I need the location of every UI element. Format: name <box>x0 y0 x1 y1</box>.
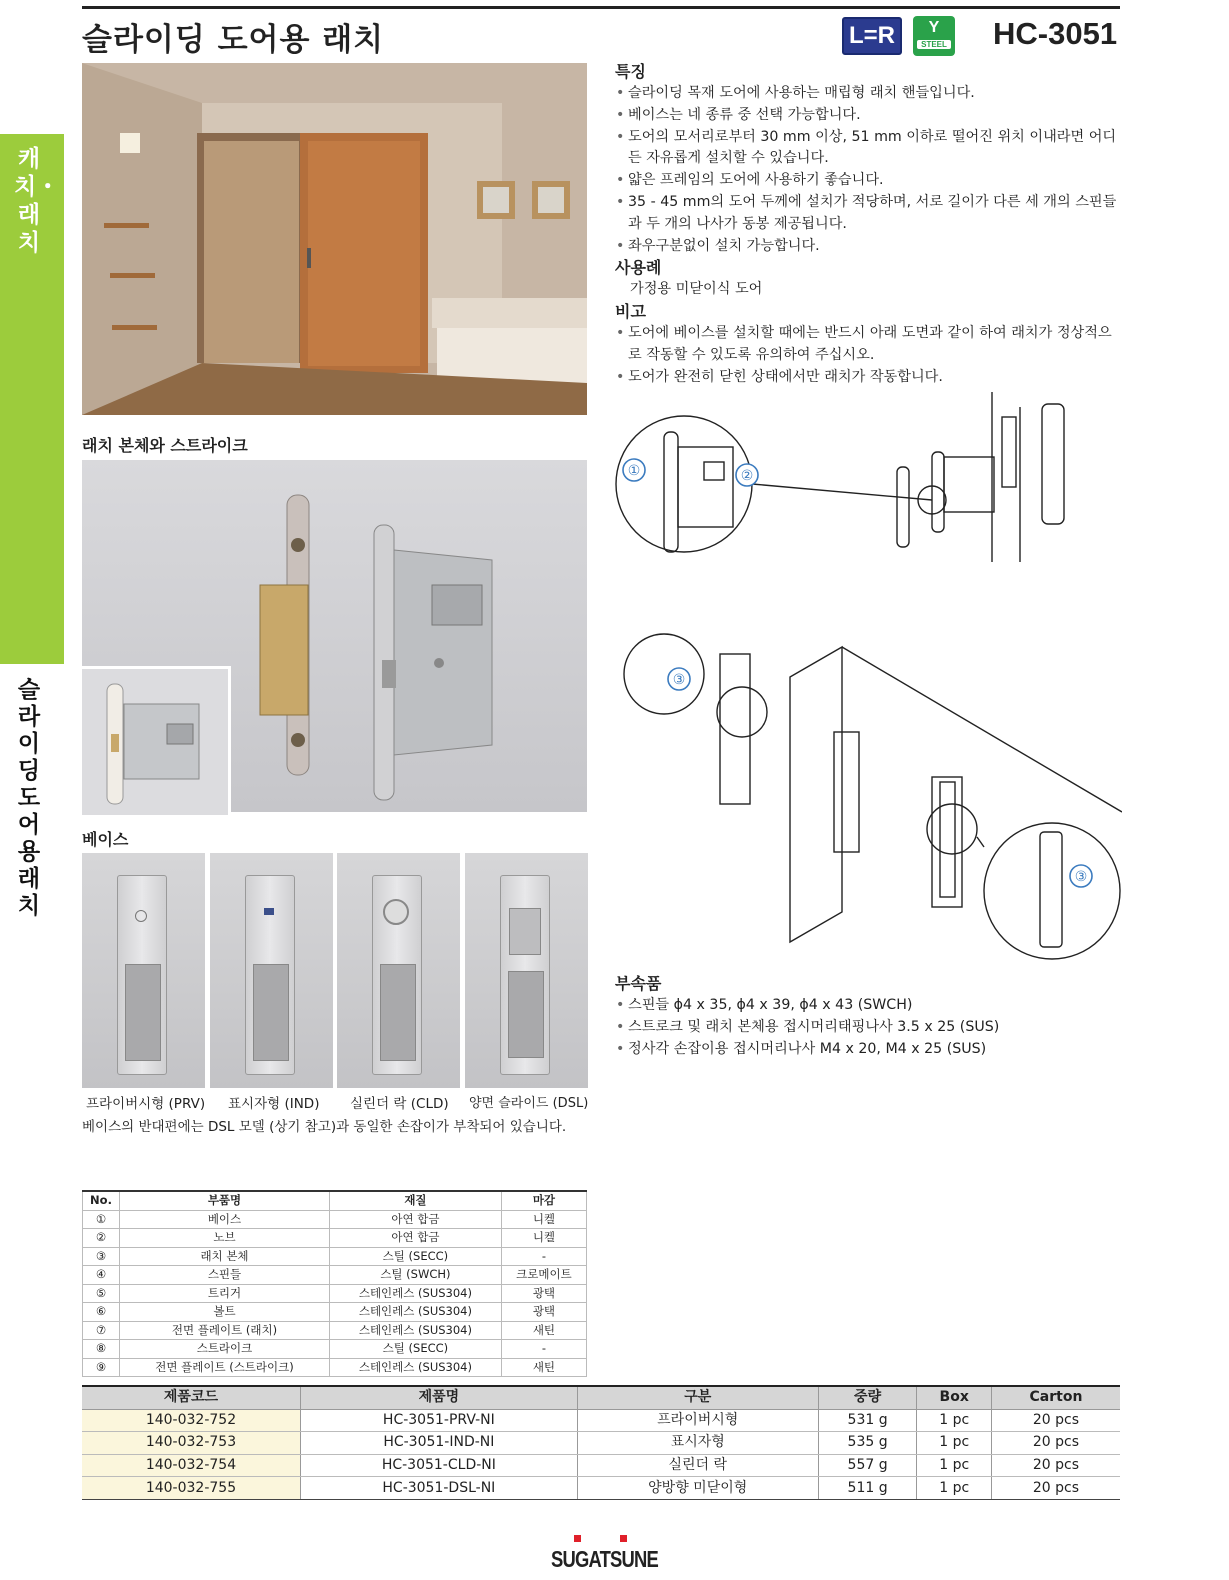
table-cell: 스트라이크 <box>120 1340 330 1359</box>
table-cell: 511 g <box>818 1477 917 1500</box>
remarks-list <box>615 323 1125 388</box>
base-label-cld: 실린더 락 (CLD) <box>350 1096 449 1112</box>
table-cell: 20 pcs <box>991 1432 1120 1455</box>
base-caption: 베이스 <box>82 830 129 849</box>
table-cell: ⑤ <box>83 1284 120 1303</box>
indicator-icon <box>264 908 274 915</box>
table-row <box>83 1229 587 1248</box>
table-cell: HC-3051-DSL-NI <box>300 1477 577 1500</box>
base-label-prv: 프라이버시형 (PRV) <box>86 1096 206 1112</box>
table-cell: 140-032-753 <box>82 1432 300 1455</box>
base-photo-cld <box>337 853 460 1088</box>
table-row <box>83 1340 587 1359</box>
base-photo-prv <box>82 853 205 1088</box>
table-cell: 니켈 <box>501 1229 586 1248</box>
feature-item: • 좌우구분없이 설치 가능합니다. <box>615 236 1125 258</box>
side-tab-category-label: 캐치・래치 <box>14 146 60 256</box>
feature-item: • 얇은 프레임의 도어에 사용하기 좋습니다. <box>615 170 1125 192</box>
table-row <box>82 1409 1120 1432</box>
table-row <box>83 1303 587 1322</box>
steel-icon: Y <box>928 19 940 36</box>
table-cell: 실린더 락 <box>577 1454 818 1477</box>
usage-text: 가정용 미닫이식 도어 <box>630 281 763 298</box>
latch-body-caption: 래치 본체와 스트라이크 <box>82 436 248 455</box>
accessories-list <box>615 995 1125 1060</box>
table-header: 재질 <box>330 1191 502 1210</box>
table-cell: 140-032-755 <box>82 1477 300 1500</box>
feature-item: • 슬라이딩 목재 도어에 사용하는 매립형 래치 핸들입니다. <box>615 83 1125 105</box>
model-number: HC-3051 <box>993 16 1118 51</box>
table-cell: ⑧ <box>83 1340 120 1359</box>
table-cell: 프라이버시형 <box>577 1409 818 1432</box>
table-header: Box <box>917 1386 991 1409</box>
brand-logo: SUGATSUNE <box>551 1546 658 1572</box>
base-label-ind: 표시자형 (IND) <box>228 1096 320 1112</box>
table-header: Carton <box>991 1386 1120 1409</box>
parts-table <box>82 1190 587 1377</box>
table-row <box>83 1358 587 1377</box>
cylinder-lock-icon <box>383 899 409 925</box>
table-cell: ⑦ <box>83 1321 120 1340</box>
base-label-dsl: 양면 슬라이드 (DSL) <box>469 1096 589 1111</box>
table-cell: 아연 합금 <box>330 1210 502 1229</box>
features-list <box>615 83 1125 257</box>
table-cell: 20 pcs <box>991 1477 1120 1500</box>
brand-dot-1 <box>574 1535 581 1542</box>
table-header: No. <box>83 1191 120 1210</box>
table-cell: 표시자형 <box>577 1432 818 1455</box>
usage-heading: 사용례 <box>615 258 662 278</box>
table-cell: - <box>501 1340 586 1359</box>
features-heading: 특징 <box>615 62 646 81</box>
table-row <box>82 1454 1120 1477</box>
latch-assembled-inset-photo <box>82 666 231 815</box>
table-cell: 새틴 <box>501 1321 586 1340</box>
table-row <box>82 1477 1120 1500</box>
table-row <box>83 1210 587 1229</box>
base-note: 베이스의 반대편에는 DSL 모델 (상기 참고)과 동일한 손잡이가 부착되어 있습니다. <box>82 1119 567 1135</box>
table-cell: ③ <box>83 1247 120 1266</box>
table-header: 제품코드 <box>82 1386 300 1409</box>
features-section <box>615 61 1125 389</box>
table-cell: 크로메이트 <box>501 1266 586 1285</box>
diagram-marker-1: ① <box>627 463 641 479</box>
table-cell: ④ <box>83 1266 120 1285</box>
table-cell: 노브 <box>120 1229 330 1248</box>
table-cell: 1 pc <box>917 1477 991 1500</box>
table-row <box>83 1321 587 1340</box>
table-cell: 1 pc <box>917 1454 991 1477</box>
table-cell: 스틸 (SWCH) <box>330 1266 502 1285</box>
feature-item: • 도어의 모서리로부터 30 mm 이상, 51 mm 이하로 떨어진 위치 이내라면 어디든 자유롭게 설치할 수 있습니다. <box>615 127 1125 171</box>
table-cell: 광택 <box>501 1303 586 1322</box>
table-cell: 20 pcs <box>991 1409 1120 1432</box>
table-cell: 아연 합금 <box>330 1229 502 1248</box>
table-cell: 1 pc <box>917 1409 991 1432</box>
table-cell: 새틴 <box>501 1358 586 1377</box>
base-photo-ind <box>210 853 333 1088</box>
table-row <box>83 1266 587 1285</box>
feature-item: • 베이스는 네 종류 중 선택 가능합니다. <box>615 105 1125 127</box>
table-cell: 1 pc <box>917 1432 991 1455</box>
table-cell: HC-3051-IND-NI <box>300 1432 577 1455</box>
table-cell: ① <box>83 1210 120 1229</box>
table-header: 제품명 <box>300 1386 577 1409</box>
accessories-heading: 부속품 <box>615 974 662 993</box>
table-cell: ② <box>83 1229 120 1248</box>
table-cell: 전면 플레이트 (래치) <box>120 1321 330 1340</box>
table-header: 부품명 <box>120 1191 330 1210</box>
brand-dot-2 <box>620 1535 627 1542</box>
header-rule <box>82 6 1120 9</box>
installation-diagram <box>612 392 1122 962</box>
table-cell: - <box>501 1247 586 1266</box>
table-cell: 니켈 <box>501 1210 586 1229</box>
accessory-item: • 정사각 손잡이용 접시머리나사 M4 x 20, M4 x 25 (SUS) <box>615 1039 1125 1061</box>
table-cell: 래치 본체 <box>120 1247 330 1266</box>
table-cell: 볼트 <box>120 1303 330 1322</box>
table-cell: 스테인레스 (SUS304) <box>330 1321 502 1340</box>
order-table <box>82 1385 1120 1500</box>
table-cell: 스테인레스 (SUS304) <box>330 1358 502 1377</box>
table-row <box>82 1432 1120 1455</box>
table-row <box>83 1284 587 1303</box>
table-cell: 베이스 <box>120 1210 330 1229</box>
table-row <box>83 1247 587 1266</box>
table-cell: 535 g <box>818 1432 917 1455</box>
accessory-item: • 스트로크 및 래치 본체용 접시머리태핑나사 3.5 x 25 (SUS) <box>615 1017 1125 1039</box>
table-cell: 스틸 (SECC) <box>330 1340 502 1359</box>
table-cell: HC-3051-CLD-NI <box>300 1454 577 1477</box>
table-cell: 전면 플레이트 (스트라이크) <box>120 1358 330 1377</box>
table-cell: 20 pcs <box>991 1454 1120 1477</box>
diagram-marker-2: ② <box>740 468 754 484</box>
page-title: 슬라이딩 도어용 래치 <box>82 22 385 58</box>
side-tab-section-label: 슬라이딩도어용래치 <box>17 677 41 919</box>
table-cell: ⑥ <box>83 1303 120 1322</box>
table-cell: 557 g <box>818 1454 917 1477</box>
table-cell: HC-3051-PRV-NI <box>300 1409 577 1432</box>
table-cell: 양방향 미닫이형 <box>577 1477 818 1500</box>
table-cell: 광택 <box>501 1284 586 1303</box>
table-cell: 531 g <box>818 1409 917 1432</box>
table-cell: 140-032-754 <box>82 1454 300 1477</box>
accessory-item: • 스핀들 ϕ4 x 35, ϕ4 x 39, ϕ4 x 43 (SWCH) <box>615 995 1125 1017</box>
table-cell: 트리거 <box>120 1284 330 1303</box>
feature-item: • 35 - 45 mm의 도어 두께에 설치가 적당하며, 서로 길이가 다른 세 개의 스핀들과 두 개의 나사가 동봉 제공됩니다. <box>615 192 1125 236</box>
left-right-badge: L=R <box>842 17 902 55</box>
table-cell: 140-032-752 <box>82 1409 300 1432</box>
table-cell: 스핀들 <box>120 1266 330 1285</box>
room-photo <box>82 63 587 415</box>
remark-item: • 도어에 베이스를 설치할 때에는 반드시 아래 도면과 같이 하여 래치가 정상적으로 작동할 수 있도록 유의하여 주십시오. <box>615 323 1125 367</box>
table-header: 마감 <box>501 1191 586 1210</box>
remarks-heading: 비고 <box>615 302 646 322</box>
thumb-turn-icon <box>135 910 147 922</box>
accessories-section <box>615 973 1125 1060</box>
table-cell: 스테인레스 (SUS304) <box>330 1303 502 1322</box>
remark-item: • 도어가 완전히 닫힌 상태에서만 래치가 작동합니다. <box>615 367 1125 389</box>
steel-label: STEEL <box>917 40 951 49</box>
steel-badge <box>913 16 955 56</box>
slide-pull-icon <box>509 908 541 955</box>
table-header: 중량 <box>818 1386 917 1409</box>
table-cell: ⑨ <box>83 1358 120 1377</box>
base-photo-dsl <box>465 853 588 1088</box>
diagram-marker-3: ③ <box>672 672 686 688</box>
diagram-marker-3b: ③ <box>1074 869 1088 885</box>
table-cell: 스틸 (SECC) <box>330 1247 502 1266</box>
table-cell: 스테인레스 (SUS304) <box>330 1284 502 1303</box>
table-header: 구분 <box>577 1386 818 1409</box>
